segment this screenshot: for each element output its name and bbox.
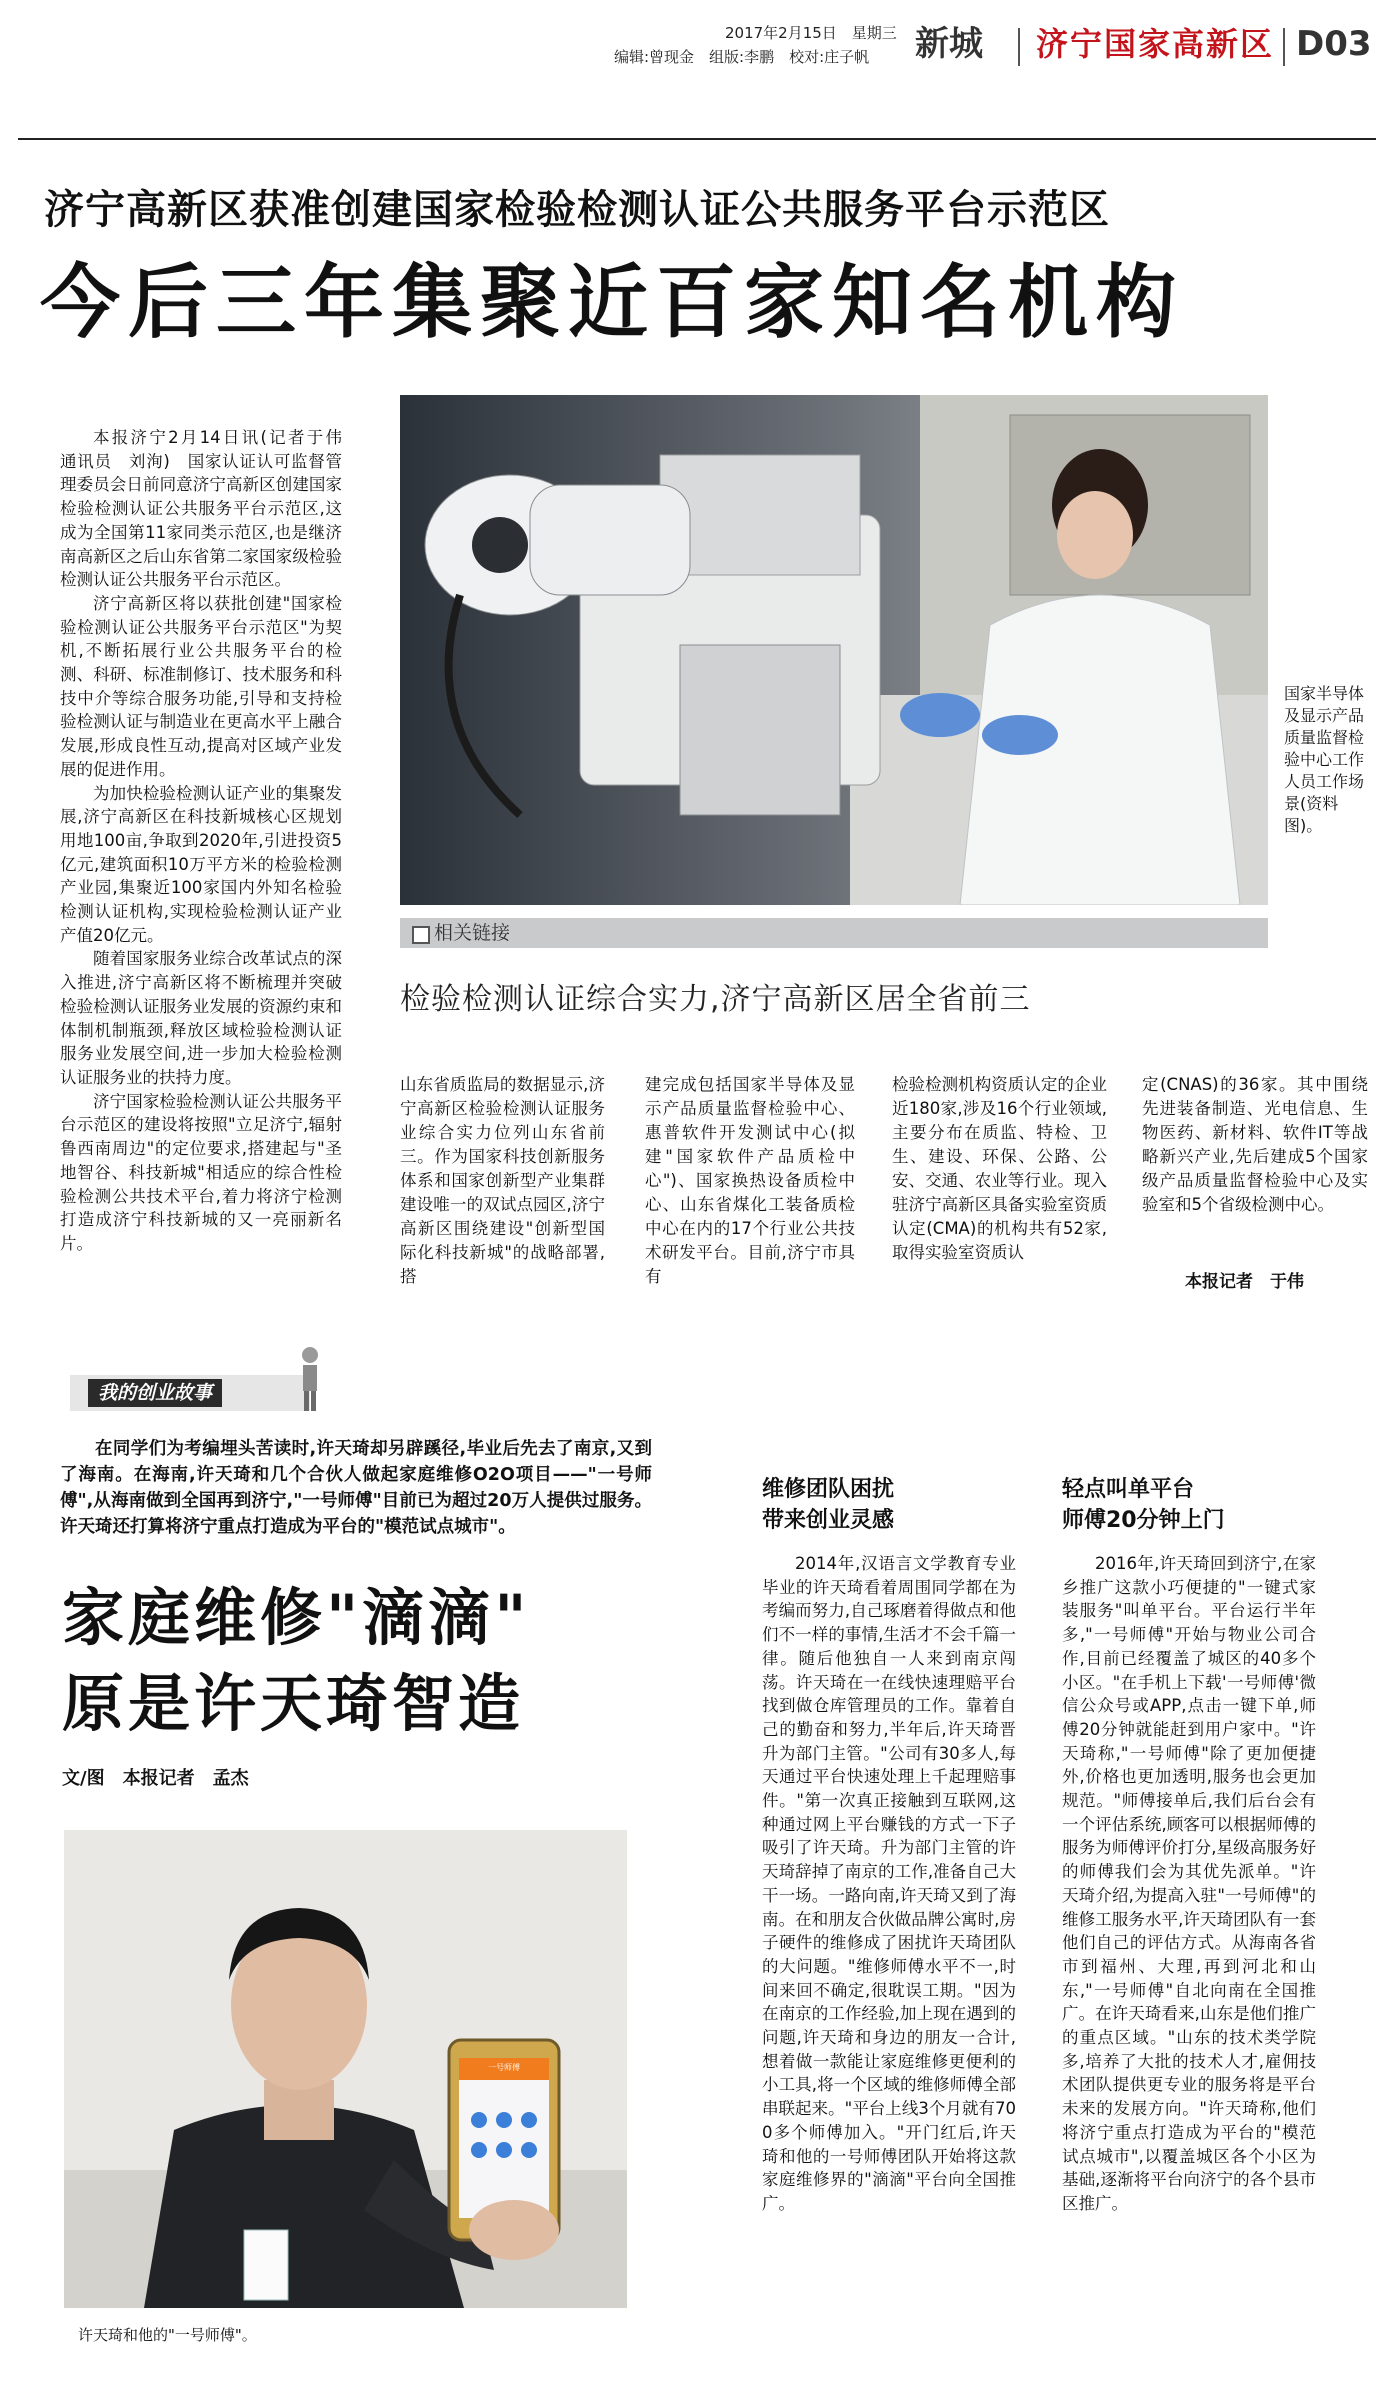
brand-logo: 济宁国家高新区: [1036, 25, 1275, 63]
related-link-icon: [412, 926, 430, 944]
section2-title-line1: 轻点叫单平台: [1062, 1477, 1195, 1502]
section1-body: [762, 1552, 1016, 2352]
section1-title-line1: 维修团队困扰: [762, 1477, 895, 1502]
lead-paragraph: 为加快检验检测认证产业的集聚发展,济宁高新区在科技新城核心区规划用地100亩,争取到2020年,引进投资5亿元,建筑面积10万平方米的检验检测产业园,集聚近100家国内外知名检验检测认证机构,实现检验检测认证产业产值20亿元。: [60, 783, 342, 945]
lead-paragraph: 济宁高新区将以获批创建"国家检验检测认证公共服务平台示范区"为契机,不断拓展行业公共服务平台的检测、科研、标准制修订、技术服务和科技中介等综合服务功能,引导和支持检验检测认证与制造业在更高水平上融合发展,形成良性互动,提高对区域产业发展的促进作用。: [60, 593, 342, 779]
feature-title-line1: 家庭维修"滴滴": [62, 1581, 531, 1654]
masthead-divider: [1018, 28, 1020, 66]
section-name: 新城: [915, 24, 983, 64]
feature-intro-text: 在同学们为考编埋头苦读时,许天琦却另辟蹊径,毕业后先去了南京,又到了海南。在海南,许天琦和几个合伙人做起家庭维修O2O项目——"一号师傅",从海南做到全国再到济宁,"一号师傅"目前已为超过20万人提供过服务。许天琦还打算将济宁重点打造成为平台的"模范试点城市"。: [60, 1439, 652, 1537]
lead-paragraph: 本报济宁2月14日讯(记者于伟 通讯员 刘洵) 国家认证认可监督管理委员会日前同意济宁高新区创建国家检验检测认证公共服务平台示范区,这成为全国第11家同类示范区,也是继济南高新区之后山东省第二家国家级检验检测认证公共服务平台示范区。: [60, 428, 359, 590]
section1-title-line2: 带来创业灵感: [762, 1508, 895, 1533]
feature-intro: [60, 1436, 652, 1540]
related-link-bar: [400, 918, 1268, 948]
masthead-divider: [1283, 28, 1285, 66]
section2-title-line2: 师傅20分钟上门: [1062, 1508, 1225, 1533]
section2-body: [1062, 1552, 1316, 2342]
lead-title: 今后三年集聚近百家知名机构: [40, 256, 1184, 349]
date-line: 2017年2月15日 星期三: [725, 24, 897, 42]
section1-text: 2014年,汉语言文学教育专业毕业的许天琦看着周围同学都在为考编而努力,自己琢磨着得做点和他们不一样的事情,生活才不会千篇一律。随后他独自一人来到南京闯荡。许天琦在一在线快速理赔平台找到做仓库管理员的工作。靠着自己的勤奋和努力,半年后,许天琦晋升为部门主管。"公司有30多人,每天通过平台快速处理上千起理赔事件。"第一次真正接触到互联网,这种通过网上平台赚钱的方式一下子吸引了许天琦。升为部门主管的许天琦辞掉了南京的工作,准备自己大干一场。一路向南,许天琦又到了海南。在和朋友合伙做品牌公寓时,房子硬件的维修成了困扰许天琦团队的大问题。"维修师傅水平不一,时间来回不确定,很耽误工期。"因为在南京的工作经验,加上现在遇到的问题,许天琦和身边的朋友一合计,想着做一款能让家庭维修更便利的小工具,将一个区域的维修师傅全部串联起来。"平台上线3个月就有700多个师傅加入。"开门红后,许天琦和他的一号师傅团队开始将这款家庭维修界的"滴滴"平台向全国推广。: [762, 1554, 1016, 2213]
related-column-1: 山东省质监局的数据显示,济宁高新区检验检测认证服务业综合实力位列山东省前三。作为国家科技创新服务体系和国家创新型产业集群建设唯一的双试点园区,济宁高新区围绕建设"创新型国际化科技新城"的战略部署,搭: [400, 1075, 605, 1286]
lab-photo: [400, 395, 1268, 905]
lab-photo-illustration: [400, 395, 1268, 905]
feature-title-line2: 原是许天琦智造: [62, 1667, 525, 1740]
related-column-2: 建完成包括国家半导体及显示产品质量监督检验中心、惠普软件开发测试中心(拟建"国家软件产品质检中心")、国家换热设备质检中心、山东省煤化工装备质检中心在内的17个行业公共技术研发平台。目前,济宁市具有: [645, 1075, 855, 1286]
related-title: 检验检测认证综合实力,济宁高新区居全省前三: [400, 982, 1031, 1017]
feature-byline: 文/图 本报记者 孟杰: [62, 1768, 249, 1789]
lab-photo-caption: 国家半导体及显示产品质量监督检验中心工作人员工作场景(资料图)。: [1284, 684, 1365, 835]
lead-subtitle: 济宁高新区获准创建国家检验检测认证公共服务平台示范区: [44, 187, 1110, 233]
page-number: D03: [1296, 24, 1372, 64]
lead-paragraph: 随着国家服务业综合改革试点的深入推进,济宁高新区将不断梳理并突破检验检测认证服务业发展的资源约束和体制机制瓶颈,释放区域检验检测认证服务业发展空间,进一步加大检验检测认证服务业的扶持力度。: [60, 949, 342, 1087]
feature-tag: 我的创业故事: [88, 1379, 222, 1407]
related-column-4: 定(CNAS)的36家。其中围绕先进装备制造、光电信息、生物医药、新材料、软件IT等战略新兴产业,先后建成5个国家级产品质量监督检验中心及实验室和5个省级检测中心。: [1142, 1075, 1368, 1214]
related-link-label: 相关链接: [434, 922, 511, 944]
person-figure-icon: [290, 1345, 330, 1415]
section2-text: 2016年,许天琦回到济宁,在家乡推广这款小巧便捷的"一键式家装服务"叫单平台。平台运行半年多,"一号师傅"开始与物业公司合作,目前已经覆盖了城区的40多个小区。"在手机上下载'一号师傅'微信公众号或APP,点击一键下单,师傅20分钟就能赶到用户家中。"许天琦称,"一号师傅"除了更加便捷外,价格也更加透明,服务也会更加规范。"师傅接单后,我们后台会有一个评估系统,顾客可以根据师傅的服务为师傅评价打分,星级高服务好的师傅我们会为其优先派单。"许天琦介绍,为提高入驻"一号师傅"的维修工服务水平,许天琦团队有一套他们自己的评估方式。从海南各省市到福州、大理,再到河北和山东,"一号师傅"自北向南在全国推广。在许天琦看来,山东是他们推广的重点区域。"山东的技术类学院多,培养了大批的技术人才,雇佣技术团队提供更专业的服务将是平台未来的发展方向。"许天琦称,他们将济宁重点打造成为平台的"模范试点城市",以覆盖城区各个小区为基础,逐渐将平台向济宁的各个县市区推广。: [1062, 1554, 1316, 2213]
lead-body: [60, 426, 359, 1316]
lead-paragraph: 济宁国家检验检测认证公共服务平台示范区的建设将按照"立足济宁,辐射鲁西南周边"的定位要求,搭建起与"圣地智谷、科技新城"相适应的综合性检验检测公共技术平台,着力将济宁检测打造成济宁科技新城的又一亮丽新名片。: [60, 1091, 342, 1253]
related-byline: 本报记者 于伟: [1185, 1272, 1304, 1292]
phone-screen-title: 一号师傅: [488, 2063, 520, 2072]
related-column-3: 检验检测机构资质认定的企业近180家,涉及16个行业领域,主要分布在质监、特检、卫生、建设、环保、公路、公安、交通、农业等行业。现入驻济宁高新区具备实验室资质认定(CMA)的机构共有52家,取得实验室资质认: [892, 1075, 1107, 1262]
masthead-rule: [18, 138, 1376, 140]
portrait-caption: 许天琦和他的"一号师傅"。: [78, 2326, 257, 2344]
editor-line: 编辑:曾现金 组版:李鹏 校对:庄子帆: [614, 48, 870, 66]
